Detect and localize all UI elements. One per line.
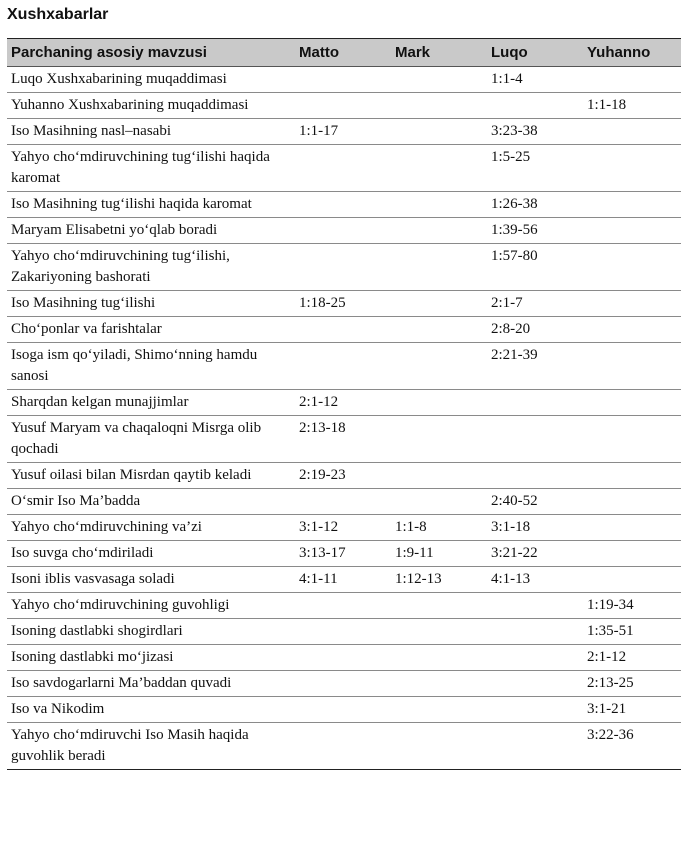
topic-cell: Maryam Elisabetni yo‘qlab boradi: [7, 218, 295, 244]
mark-reference-cell: [391, 145, 487, 192]
mark-reference-cell: [391, 463, 487, 489]
topic-cell: Yahyo cho‘mdiruvchi Iso Masih haqida guvohlik beradi: [7, 723, 295, 770]
table-row: [7, 317, 681, 343]
yuhanno-reference-cell: [583, 463, 681, 489]
luqo-reference-cell: 2:8-20: [487, 317, 583, 343]
luqo-reference-cell: [487, 697, 583, 723]
mark-reference-cell: [391, 93, 487, 119]
topic-cell: Sharqdan kelgan munajjimlar: [7, 390, 295, 416]
mark-reference-cell: 1:9-11: [391, 541, 487, 567]
mark-reference-cell: [391, 619, 487, 645]
matto-reference-cell: [295, 67, 391, 93]
table-row: [7, 390, 681, 416]
mark-reference-cell: [391, 671, 487, 697]
mark-reference-cell: [391, 244, 487, 291]
table-row: [7, 67, 681, 93]
table-row: [7, 218, 681, 244]
topic-cell: Yahyo cho‘mdiruvchining guvohligi: [7, 593, 295, 619]
topic-cell: Iso va Nikodim: [7, 697, 295, 723]
matto-reference-cell: [295, 343, 391, 390]
topic-cell: Luqo Xushxabarining muqaddimasi: [7, 67, 295, 93]
topic-cell: Isoning dastlabki mo‘jizasi: [7, 645, 295, 671]
mark-reference-cell: [391, 192, 487, 218]
table-row: [7, 515, 681, 541]
table-header: [7, 39, 681, 67]
table-row: [7, 593, 681, 619]
yuhanno-reference-cell: [583, 515, 681, 541]
topic-cell: Isoga ism qo‘yiladi, Shimo‘nning hamdu sanosi: [7, 343, 295, 390]
topic-cell: Yahyo cho‘mdiruvchining tug‘ilishi haqida karomat: [7, 145, 295, 192]
matto-reference-cell: [295, 145, 391, 192]
yuhanno-reference-cell: 2:13-25: [583, 671, 681, 697]
topic-cell: Iso Masihning tug‘ilishi haqida karomat: [7, 192, 295, 218]
luqo-reference-cell: [487, 93, 583, 119]
mark-reference-cell: [391, 317, 487, 343]
table-row: [7, 671, 681, 697]
yuhanno-reference-cell: 1:19-34: [583, 593, 681, 619]
topic-cell: Isoning dastlabki shogirdlari: [7, 619, 295, 645]
yuhanno-reference-cell: [583, 119, 681, 145]
table-row: [7, 697, 681, 723]
matto-reference-cell: [295, 723, 391, 770]
table-row: [7, 145, 681, 192]
mark-reference-cell: [391, 416, 487, 463]
luqo-reference-cell: 1:26-38: [487, 192, 583, 218]
topic-cell: Yusuf Maryam va chaqaloqni Misrga olib qochadi: [7, 416, 295, 463]
table-row: [7, 463, 681, 489]
mark-reference-cell: [391, 593, 487, 619]
luqo-reference-cell: 1:57-80: [487, 244, 583, 291]
header-yuhanno: Yuhanno: [583, 39, 681, 67]
matto-reference-cell: [295, 697, 391, 723]
matto-reference-cell: 2:1-12: [295, 390, 391, 416]
matto-reference-cell: 2:13-18: [295, 416, 391, 463]
table-row: [7, 723, 681, 770]
header-row: [7, 39, 681, 67]
mark-reference-cell: [391, 119, 487, 145]
yuhanno-reference-cell: 1:1-18: [583, 93, 681, 119]
topic-cell: Yuhanno Xushxabarining muqaddimasi: [7, 93, 295, 119]
yuhanno-reference-cell: [583, 291, 681, 317]
luqo-reference-cell: [487, 416, 583, 463]
header-topic: Parchaning asosiy mavzusi: [7, 39, 295, 67]
gospel-parallels-table: [7, 38, 681, 770]
mark-reference-cell: [391, 67, 487, 93]
yuhanno-reference-cell: [583, 67, 681, 93]
table-row: [7, 119, 681, 145]
luqo-reference-cell: 3:23-38: [487, 119, 583, 145]
topic-cell: Yahyo cho‘mdiruvchining va’zi: [7, 515, 295, 541]
matto-reference-cell: [295, 671, 391, 697]
luqo-reference-cell: 2:21-39: [487, 343, 583, 390]
table-row: [7, 192, 681, 218]
table-body: [7, 67, 681, 770]
mark-reference-cell: [391, 723, 487, 770]
header-luqo: Luqo: [487, 39, 583, 67]
matto-reference-cell: 3:1-12: [295, 515, 391, 541]
matto-reference-cell: [295, 317, 391, 343]
luqo-reference-cell: 4:1-13: [487, 567, 583, 593]
matto-reference-cell: [295, 489, 391, 515]
table-row: [7, 645, 681, 671]
topic-cell: O‘smir Iso Ma’badda: [7, 489, 295, 515]
table-row: [7, 291, 681, 317]
table-row: [7, 541, 681, 567]
matto-reference-cell: 4:1-11: [295, 567, 391, 593]
table-row: [7, 343, 681, 390]
yuhanno-reference-cell: [583, 390, 681, 416]
matto-reference-cell: [295, 593, 391, 619]
topic-cell: Cho‘ponlar va farishtalar: [7, 317, 295, 343]
table-row: [7, 416, 681, 463]
matto-reference-cell: [295, 218, 391, 244]
mark-reference-cell: [391, 343, 487, 390]
luqo-reference-cell: 1:39-56: [487, 218, 583, 244]
mark-reference-cell: [391, 291, 487, 317]
luqo-reference-cell: [487, 463, 583, 489]
topic-cell: Iso suvga cho‘mdiriladi: [7, 541, 295, 567]
header-matto: Matto: [295, 39, 391, 67]
topic-cell: Yahyo cho‘mdiruvchining tug‘ilishi, Zakariyoning bashorati: [7, 244, 295, 291]
section-title: Xushxabarlar: [7, 6, 109, 23]
yuhanno-reference-cell: [583, 567, 681, 593]
yuhanno-reference-cell: [583, 192, 681, 218]
matto-reference-cell: [295, 619, 391, 645]
matto-reference-cell: 3:13-17: [295, 541, 391, 567]
table-row: [7, 489, 681, 515]
yuhanno-reference-cell: [583, 317, 681, 343]
yuhanno-reference-cell: [583, 489, 681, 515]
matto-reference-cell: 1:18-25: [295, 291, 391, 317]
yuhanno-reference-cell: 3:22-36: [583, 723, 681, 770]
matto-reference-cell: [295, 645, 391, 671]
yuhanno-reference-cell: 3:1-21: [583, 697, 681, 723]
mark-reference-cell: [391, 390, 487, 416]
mark-reference-cell: [391, 645, 487, 671]
table-row: [7, 244, 681, 291]
table-row: [7, 567, 681, 593]
matto-reference-cell: 2:19-23: [295, 463, 391, 489]
luqo-reference-cell: 1:1-4: [487, 67, 583, 93]
luqo-reference-cell: [487, 390, 583, 416]
luqo-reference-cell: [487, 593, 583, 619]
yuhanno-reference-cell: [583, 416, 681, 463]
table-row: [7, 93, 681, 119]
luqo-reference-cell: 3:1-18: [487, 515, 583, 541]
luqo-reference-cell: [487, 723, 583, 770]
mark-reference-cell: 1:12-13: [391, 567, 487, 593]
luqo-reference-cell: 1:5-25: [487, 145, 583, 192]
yuhanno-reference-cell: 2:1-12: [583, 645, 681, 671]
topic-cell: Isoni iblis vasvasaga soladi: [7, 567, 295, 593]
header-mark: Mark: [391, 39, 487, 67]
yuhanno-reference-cell: 1:35-51: [583, 619, 681, 645]
table-row: [7, 619, 681, 645]
yuhanno-reference-cell: [583, 145, 681, 192]
topic-cell: Iso Masihning tug‘ilishi: [7, 291, 295, 317]
mark-reference-cell: [391, 489, 487, 515]
luqo-reference-cell: [487, 619, 583, 645]
luqo-reference-cell: 2:1-7: [487, 291, 583, 317]
luqo-reference-cell: 3:21-22: [487, 541, 583, 567]
matto-reference-cell: [295, 93, 391, 119]
yuhanno-reference-cell: [583, 218, 681, 244]
mark-reference-cell: 1:1-8: [391, 515, 487, 541]
topic-cell: Yusuf oilasi bilan Misrdan qaytib keladi: [7, 463, 295, 489]
matto-reference-cell: [295, 192, 391, 218]
topic-cell: Iso Masihning nasl–nasabi: [7, 119, 295, 145]
matto-reference-cell: 1:1-17: [295, 119, 391, 145]
luqo-reference-cell: 2:40-52: [487, 489, 583, 515]
mark-reference-cell: [391, 218, 487, 244]
mark-reference-cell: [391, 697, 487, 723]
yuhanno-reference-cell: [583, 244, 681, 291]
luqo-reference-cell: [487, 671, 583, 697]
topic-cell: Iso savdogarlarni Ma’baddan quvadi: [7, 671, 295, 697]
yuhanno-reference-cell: [583, 343, 681, 390]
yuhanno-reference-cell: [583, 541, 681, 567]
matto-reference-cell: [295, 244, 391, 291]
luqo-reference-cell: [487, 645, 583, 671]
